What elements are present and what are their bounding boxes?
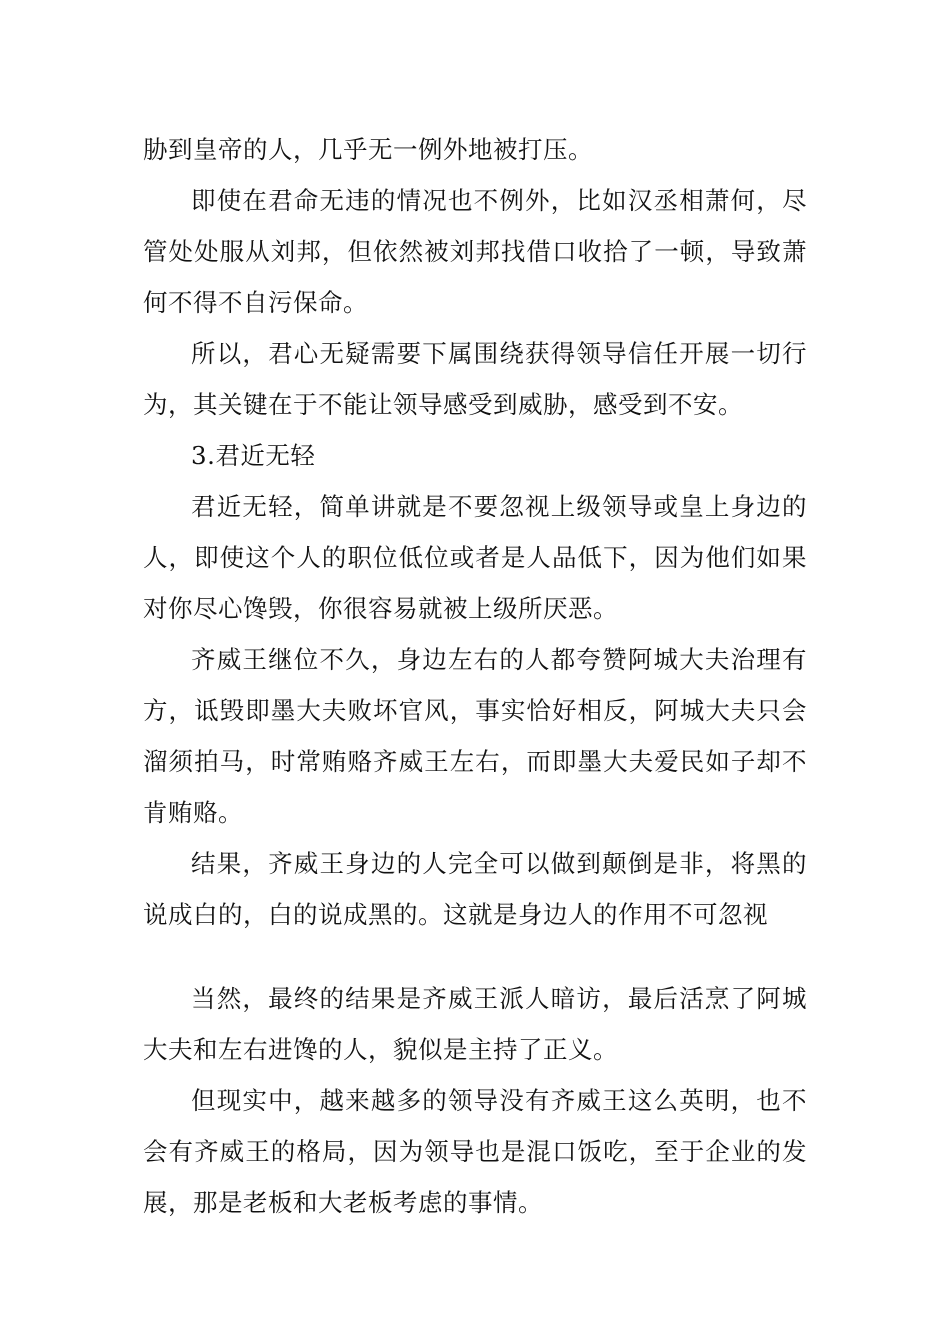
paragraph-2: 即使在君命无违的情况也不例外，比如汉丞相萧何，尽管处处服从刘邦，但依然被刘邦找借口收拾了一顿，导致萧何不得不自污保命。: [143, 186, 807, 317]
paragraph-5: 齐威王继位不久，身边左右的人都夸赞阿城大夫治理有方，诋毁即墨大夫败坏官风，事实恰好相反，阿城大夫只会溜须拍马，时常贿赂齐威王左右，而即墨大夫爱民如子却不肯贿赂。: [143, 645, 807, 827]
text-section-1: [143, 124, 807, 940]
text-section-2: [143, 973, 807, 1228]
paragraph-4: 君近无轻，简单讲就是不要忽视上级领导或皇上身边的人，即使这个人的职位低位或者是人品低下，因为他们如果对你尽心馋毁，你很容易就被上级所厌恶。: [143, 492, 807, 623]
paragraph-7: 当然，最终的结果是齐威王派人暗访，最后活烹了阿城大夫和左右进馋的人，貌似是主持了正义。: [143, 984, 807, 1064]
paragraph-1: 胁到皇帝的人，几乎无一例外地被打压。: [143, 135, 593, 164]
paragraph-6: 结果，齐威王身边的人完全可以做到颠倒是非，将黑的说成白的，白的说成黑的。这就是身边人的作用不可忽视: [143, 849, 807, 929]
paragraph-3: 所以，君心无疑需要下属围绕获得领导信任开展一切行为，其关键在于不能让领导感受到威胁，感受到不安。: [143, 339, 807, 419]
section-heading: 3.君近无轻: [191, 441, 316, 470]
paragraph-8: 但现实中，越来越多的领导没有齐威王这么英明，也不会有齐威王的格局，因为领导也是混口饭吃，至于企业的发展，那是老板和大老板考虑的事情。: [143, 1086, 807, 1217]
